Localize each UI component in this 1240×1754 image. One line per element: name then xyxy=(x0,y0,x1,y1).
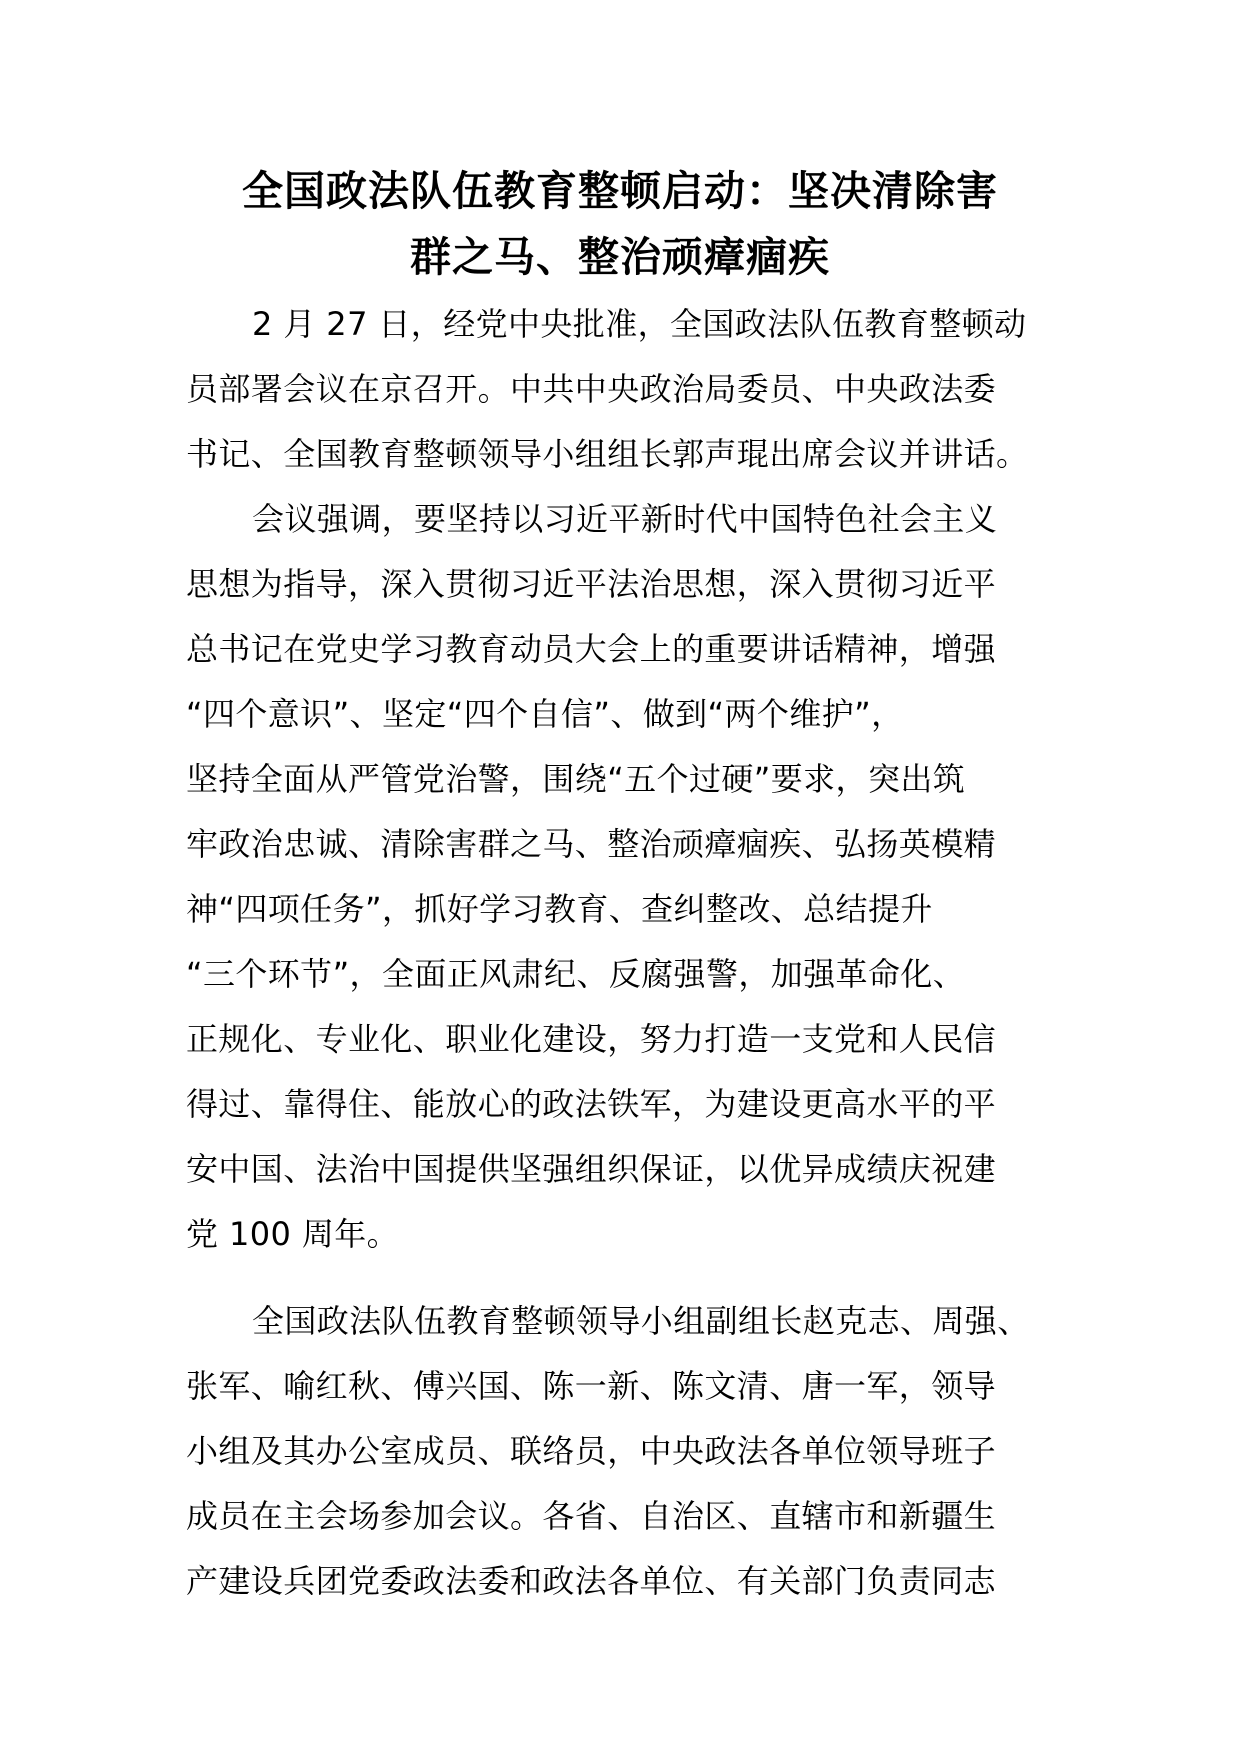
paragraph-line: 小组及其办公室成员、联络员，中央政法各单位领导班子 xyxy=(186,1432,997,1470)
paragraph-line: “四个意识”、坚定“四个自信”、做到“两个维护”， xyxy=(186,695,904,733)
paragraph-line: 党 100 周年。 xyxy=(186,1215,400,1253)
document-title xyxy=(190,158,1050,290)
paragraph-line: 牢政治忠诚、清除害群之马、整治顽瘴痼疾、弘扬英模精 xyxy=(186,825,997,863)
paragraph-line: 安中国、法治中国提供坚强组织保证，以优异成绩庆祝建 xyxy=(186,1150,997,1188)
paragraph-3 xyxy=(186,1289,1066,1614)
paragraph-line: 张军、喻红秋、傅兴国、陈一新、陈文清、唐一军，领导 xyxy=(186,1367,997,1405)
paragraph-line: 正规化、专业化、职业化建设，努力打造一支党和人民信 xyxy=(186,1020,997,1058)
document-body xyxy=(186,292,1066,1614)
paragraph-line: 成员在主会场参加会议。各省、自治区、直辖市和新疆生 xyxy=(186,1497,997,1535)
title-line-1: 全国政法队伍教育整顿启动：坚决清除害 xyxy=(242,167,998,215)
paragraph-line: 员部署会议在京召开。中共中央政治局委员、中央政法委 xyxy=(186,370,997,408)
paragraph-line: 书记、全国教育整顿领导小组组长郭声琨出席会议并讲话。 xyxy=(186,435,1029,473)
paragraph-2 xyxy=(186,487,1066,1267)
paragraph-line: 2 月 27 日，经党中央批准，全国政法队伍教育整顿动 xyxy=(252,305,1027,343)
paragraph-line: 神“四项任务”，抓好学习教育、查纠整改、总结提升 xyxy=(186,890,933,928)
paragraph-line: 全国政法队伍教育整顿领导小组副组长赵克志、周强、 xyxy=(252,1302,1030,1340)
paragraph-line: 总书记在党史学习教育动员大会上的重要讲话精神，增强 xyxy=(186,630,997,668)
paragraph-1 xyxy=(186,292,1066,487)
paragraph-line: 会议强调，要坚持以习近平新时代中国特色社会主义 xyxy=(252,500,998,538)
paragraph-spacer xyxy=(186,1267,1066,1289)
paragraph-line: 产建设兵团党委政法委和政法各单位、有关部门负责同志 xyxy=(186,1562,997,1600)
paragraph-line: 思想为指导，深入贯彻习近平法治思想，深入贯彻习近平 xyxy=(186,565,997,603)
paragraph-line: 坚持全面从严管党治警，围绕“五个过硬”要求，突出筑 xyxy=(186,760,966,798)
paragraph-line: “三个环节”，全面正风肃纪、反腐强警，加强革命化、 xyxy=(186,955,966,993)
paragraph-line: 得过、靠得住、能放心的政法铁军，为建设更高水平的平 xyxy=(186,1085,997,1123)
title-line-2: 群之马、整治顽瘴痼疾 xyxy=(410,233,830,281)
